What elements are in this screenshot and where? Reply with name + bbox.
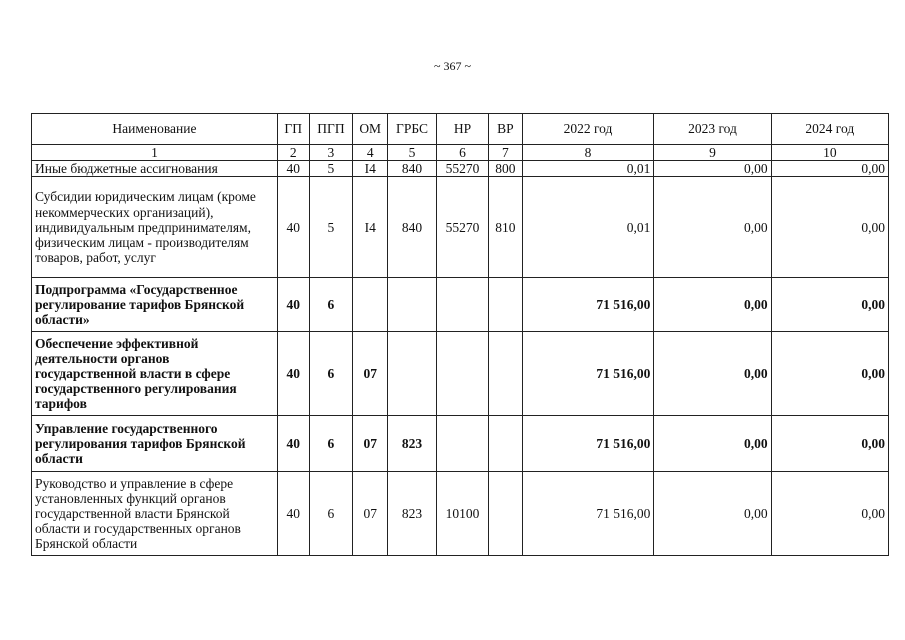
cell-grbs [388,278,437,332]
cell-2022: 0,01 [522,177,654,278]
table-row [32,332,889,416]
table-row [32,177,889,278]
cell-2022: 71 516,00 [522,278,654,332]
cell-name: Субсидии юридическим лицам (кроме некоммерческих организаций), индивидуальным предпринимателям, физическим лицам - производителям товаров, работ, услуг [32,177,278,278]
cell-pgp: 6 [309,416,353,472]
cell-2023: 0,00 [654,161,771,177]
cell-2022: 71 516,00 [522,416,654,472]
cell-pgp: 6 [309,278,353,332]
cell-2024: 0,00 [771,161,888,177]
table-row [32,278,889,332]
cell-grbs [388,332,437,416]
cell-grbs: 840 [388,177,437,278]
col-header-grbs: ГРБС [388,114,437,145]
cell-om: 07 [353,332,388,416]
cell-nr [437,332,489,416]
cell-2022: 0,01 [522,161,654,177]
cell-vr [489,278,523,332]
cell-name: Руководство и управление в сфере установленных функций органов государственной власти Брянской области и государственных органов Брянской области [32,472,278,556]
col-header-2024: 2024 год [771,114,888,145]
cell-2023: 0,00 [654,332,771,416]
col-number: 8 [522,145,654,161]
cell-gp: 40 [277,416,309,472]
col-number: 6 [437,145,489,161]
col-header-nr: НР [437,114,489,145]
cell-pgp: 5 [309,177,353,278]
col-header-name: Наименование [32,114,278,145]
cell-2022: 71 516,00 [522,332,654,416]
cell-nr: 55270 [437,177,489,278]
cell-gp: 40 [277,177,309,278]
budget-table [31,113,889,556]
cell-om: 07 [353,472,388,556]
col-header-om: ОМ [353,114,388,145]
cell-2023: 0,00 [654,472,771,556]
cell-gp: 40 [277,161,309,177]
col-number: 7 [489,145,523,161]
cell-2023: 0,00 [654,177,771,278]
cell-grbs: 823 [388,472,437,556]
col-number: 5 [388,145,437,161]
cell-2024: 0,00 [771,278,888,332]
cell-pgp: 5 [309,161,353,177]
cell-grbs: 823 [388,416,437,472]
cell-vr: 810 [489,177,523,278]
cell-nr [437,416,489,472]
cell-2024: 0,00 [771,177,888,278]
col-header-2022: 2022 год [522,114,654,145]
col-header-gp: ГП [277,114,309,145]
col-number: 9 [654,145,771,161]
table-row [32,472,889,556]
cell-2024: 0,00 [771,416,888,472]
cell-om: 07 [353,416,388,472]
cell-vr [489,472,523,556]
cell-2024: 0,00 [771,332,888,416]
page-number: ~ 367 ~ [434,59,471,73]
cell-om [353,278,388,332]
col-number: 1 [32,145,278,161]
header-row [32,114,889,145]
cell-gp: 40 [277,278,309,332]
col-number: 3 [309,145,353,161]
cell-name: Обеспечение эффективной деятельности органов государственной власти в сфере государственного регулирования тарифов [32,332,278,416]
cell-name: Иные бюджетные ассигнования [32,161,278,177]
col-header-2023: 2023 год [654,114,771,145]
cell-vr [489,416,523,472]
col-number: 10 [771,145,888,161]
cell-vr: 800 [489,161,523,177]
cell-pgp: 6 [309,472,353,556]
cell-pgp: 6 [309,332,353,416]
cell-om: I4 [353,177,388,278]
table-row [32,161,889,177]
cell-grbs: 840 [388,161,437,177]
cell-om: I4 [353,161,388,177]
column-number-row [32,145,889,161]
cell-2024: 0,00 [771,472,888,556]
cell-nr [437,278,489,332]
table-row [32,416,889,472]
col-header-pgp: ПГП [309,114,353,145]
cell-nr: 55270 [437,161,489,177]
cell-2023: 0,00 [654,278,771,332]
cell-2022: 71 516,00 [522,472,654,556]
col-number: 2 [277,145,309,161]
cell-gp: 40 [277,472,309,556]
cell-2023: 0,00 [654,416,771,472]
cell-name: Управление государственного регулирования тарифов Брянской области [32,416,278,472]
cell-name: Подпрограмма «Государственное регулирование тарифов Брянской области» [32,278,278,332]
cell-nr: 10100 [437,472,489,556]
cell-vr [489,332,523,416]
col-header-vr: ВР [489,114,523,145]
cell-gp: 40 [277,332,309,416]
col-number: 4 [353,145,388,161]
